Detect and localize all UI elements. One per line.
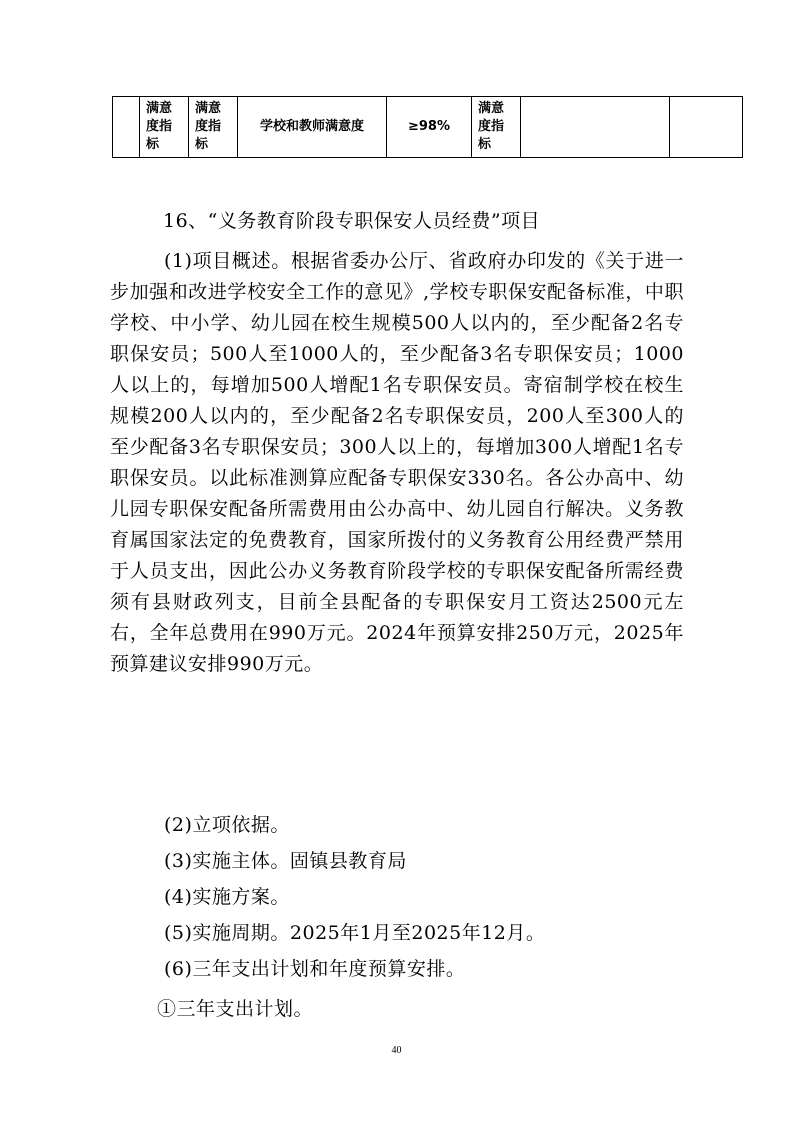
table-cell-empty [521, 97, 670, 158]
item-implementer: (3)实施主体。固镇县教育局 [164, 850, 407, 872]
page-number: 40 [391, 1045, 402, 1056]
item-three-year-plan: ①三年支出计划。 [157, 998, 314, 1020]
indicator-table [112, 96, 743, 158]
table-cell-level3-indicator: 满意 度指 标 [472, 97, 521, 158]
table-cell-target-value: ≥98% [387, 97, 472, 158]
item-basis: (2)立项依据。 [164, 814, 290, 836]
project-overview-paragraph: (1)项目概述。根据省委办公厅、省政府办印发的《关于进一步加强和改进学校安全工作的意见》,学校专职保安配备标准，中职学校、中小学、幼儿园在校生规模500人以内的，至少配备2名专职保安员；500人至1000人的，至少配备3名专职保安员；1000人以上的，每增加500人增配1名专职保安员。寄宿制学校在校生规模200人以内的，至少配备2名专职保安员，200人至300人的至少配备3名专职保安员；300人以上的，每增加300人增配1名专职保安员。以此标准测算应配备专职保安330名。各公办高中、幼儿园专职保安配备所需费用由公办高中、幼儿园自行解决。义务教育属国家法定的免费教育，国家所拨付的义务教育公用经费严禁用于人员支出，因此公办义务教育阶段学校的专职保安配备所需经费须有县财政列支，目前全县配备的专职保安月工资达2500元左右，全年总费用在990万元。2024年预算安排250万元，2025年预算建议安排990万元。 [110, 250, 684, 675]
section-heading: 16、“义务教育阶段专职保安人员经费”项目 [163, 210, 541, 232]
table-cell-empty-last [670, 97, 743, 158]
table-row [113, 97, 743, 158]
table-cell-indicator-name: 学校和教师满意度 [238, 97, 387, 158]
item-period: (5)实施周期。2025年1月至2025年12月。 [164, 922, 546, 944]
table-cell-level2-indicator: 满意 度指 标 [189, 97, 238, 158]
item-budget: (6)三年支出计划和年度预算安排。 [164, 958, 466, 980]
table-cell-level1-indicator: 满意 度指 标 [140, 97, 189, 158]
item-plan: (4)实施方案。 [164, 886, 290, 908]
table-cell-blank [113, 97, 140, 158]
